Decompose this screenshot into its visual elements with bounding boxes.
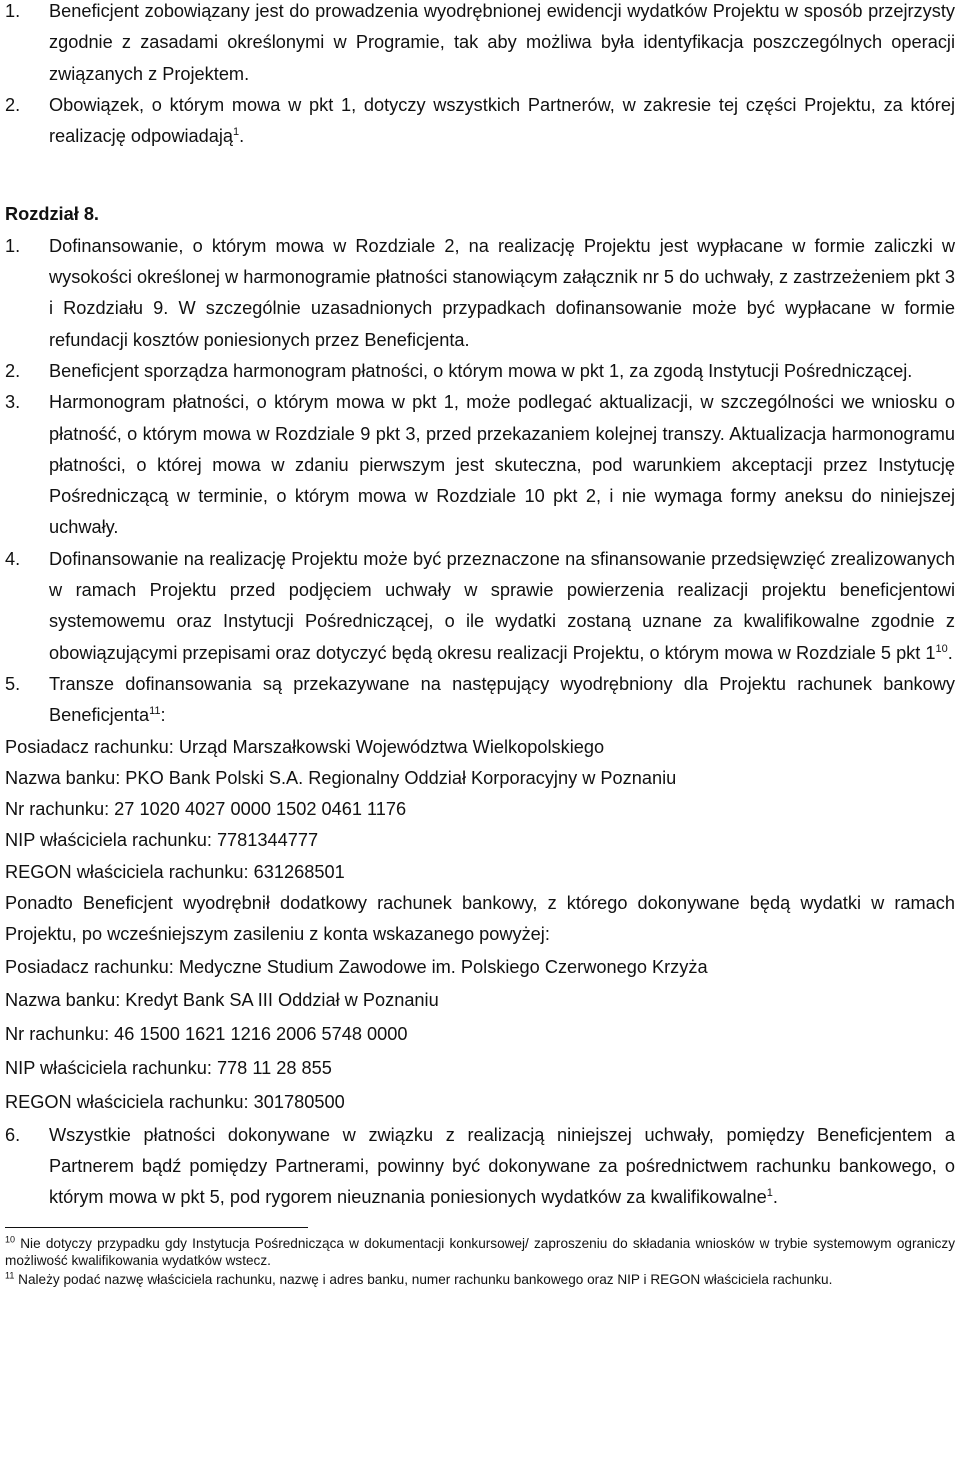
account-holder: Posiadacz rachunku: Urząd Marszałkowski Województwa Wielkopolskiego: [5, 736, 605, 757]
item-text-tail: .: [947, 642, 953, 663]
item-text: Dofinansowanie, o którym mowa w Rozdziale 2, na realizację Projektu jest wypłacane w formie zaliczki w wysokości określonej w harmonogramie płatności stanowiącym załącznik nr 5 do uchwały, z zastrzeżeniem pkt 3 i Rozdziału 9. W szczególnie uzasadnionych przypadkach dofinansowanie może być wypłacane w formie refundacji kosztów poniesionych przez Beneficjenta.: [49, 235, 955, 350]
account-holder: Posiadacz rachunku: Medyczne Studium Zawodowe im. Polskiego Czerwonego Krzyża: [5, 956, 708, 977]
bank-name: Nazwa banku: PKO Bank Polski S.A. Regionalny Oddział Korporacyjny w Poznaniu: [5, 767, 677, 788]
footnote-ref[interactable]: 10: [935, 642, 948, 655]
footnotes: [5, 1236, 955, 1288]
item-3: [5, 387, 955, 543]
item-4: [5, 544, 955, 669]
item-2: [5, 356, 955, 387]
bank-account-primary: [5, 732, 955, 888]
footnote-text: Należy podać nazwę właściciela rachunku, nazwę i adres banku, numer rachunku bankowego oraz NIP i REGON właściciela rachunku.: [18, 1272, 833, 1288]
bank-account-secondary: [5, 951, 955, 1120]
footnote-ref[interactable]: 1: [233, 126, 240, 139]
chapter-title: Rozdział 8.: [5, 204, 99, 225]
footnote-separator: [5, 1227, 308, 1228]
owner-regon: REGON właściciela rachunku: 631268501: [5, 861, 345, 882]
owner-nip: NIP właściciela rachunku: 778 11 28 855: [5, 1058, 332, 1078]
item-text: Wszystkie płatności dokonywane w związku z realizacją niniejszej uchwały, pomiędzy Beneficjentem a Partnerem bądź pomiędzy Partnerami, powinny być dokonywane za pośrednictwem rachunku bankowego, o którym mowa w pkt 5, pod rygorem nieuznania poniesionych wydatków za kwalifikowalne: [49, 1124, 955, 1208]
item-number: 3.: [5, 392, 21, 413]
account-number: Nr rachunku: 46 1500 1621 1216 2006 5748 0000: [5, 1024, 408, 1045]
item-text: Beneficjent sporządza harmonogram płatności, o którym mowa w pkt 1, za zgodą Instytucji Pośredniczącej.: [49, 360, 913, 381]
footnote-10: [5, 1236, 955, 1270]
footnote-text: Nie dotyczy przypadku gdy Instytucja Pośrednicząca w dokumentacji konkursowej/ zaproszeniu do składania wniosków w trybie systemowym ograniczy możliwość kwalifikowania wydatków wstecz.: [5, 1236, 956, 1269]
item-number: 6.: [5, 1124, 21, 1145]
footnote-number: 10: [5, 1234, 16, 1245]
additional-account-paragraph: Ponadto Beneficjent wyodrębnił dodatkowy rachunek bankowy, z którego dokonywane będą wydatki w ramach Projektu, po wcześniejszym zasileniu z konta wskazanego powyżej:: [5, 893, 955, 945]
item-text: Beneficjent zobowiązany jest do prowadzenia wyodrębnionej ewidencji wydatków Projektu w sposób przejrzysty zgodnie z zasadami określonymi w Programie, tak aby możliwa była identyfikacja poszczególnych operacji związanych z Projektem.: [49, 1, 955, 84]
bank-name: Nazwa banku: Kredyt Bank SA III Oddział w Poznaniu: [5, 990, 439, 1011]
item-5: [5, 669, 955, 732]
item-number: 4.: [5, 548, 21, 569]
item-text: Dofinansowanie na realizację Projektu może być przeznaczone na sfinansowanie przedsięwzięć zrealizowanych w ramach Projektu przed podjęciem uchwały w sprawie powierzenia realizacji projektu beneficjentowi systemowemu oraz Instytucji Pośredniczącej, o ile wydatki zostaną uznane za kwalifikowalne zgodnie z obowiązującymi przepisami oraz dotyczyć będą okresu realizacji Projektu, o którym mowa w Rozdziale 5 pkt 1: [49, 548, 955, 663]
document-body: [5, 0, 955, 1213]
item-text: Transze dofinansowania są przekazywane na następujący wyodrębniony dla Projektu rachunek bankowy Beneficjenta: [49, 673, 955, 726]
footnote-11: [5, 1272, 955, 1289]
top-item-1: [5, 0, 955, 90]
item-text-tail: .: [772, 1187, 778, 1208]
account-number: Nr rachunku: 27 1020 4027 0000 1502 0461 1176: [5, 799, 407, 820]
footnote-number: 11: [5, 1270, 15, 1281]
item-number: 2.: [5, 94, 21, 115]
footnote-ref[interactable]: 1: [766, 1187, 773, 1200]
owner-regon: REGON właściciela rachunku: 301780500: [5, 1091, 345, 1112]
footnote-ref[interactable]: 11: [149, 705, 161, 718]
item-number: 1.: [5, 1, 21, 21]
item-number: 5.: [5, 673, 21, 694]
item-text-tail: .: [239, 126, 245, 147]
item-1: [5, 231, 955, 356]
item-number: 2.: [5, 360, 21, 381]
item-text: Obowiązek, o którym mowa w pkt 1, dotyczy wszystkich Partnerów, w zakresie tej części Projektu, za której realizację odpowiadają: [49, 94, 955, 147]
owner-nip: NIP właściciela rachunku: 7781344777: [5, 830, 319, 851]
top-item-2: [5, 90, 955, 153]
item-text: Harmonogram płatności, o którym mowa w pkt 1, może podlegać aktualizacji, w szczególności we wniosku o płatność, o którym mowa w Rozdziale 9 pkt 3, przed przekazaniem kolejnej transzy. Aktualizacja harmonogramu płatności, o której mowa w zdaniu pierwszym jest skuteczna, pod warunkiem akceptacji przez Instytucję Pośredniczącą w terminie, o którym mowa w Rozdziale 10 pkt 2, i nie wymaga formy aneksu do niniejszej uchwały.: [49, 392, 955, 538]
item-6: [5, 1120, 955, 1214]
item-number: 1.: [5, 235, 21, 256]
item-text-tail: :: [160, 705, 166, 726]
